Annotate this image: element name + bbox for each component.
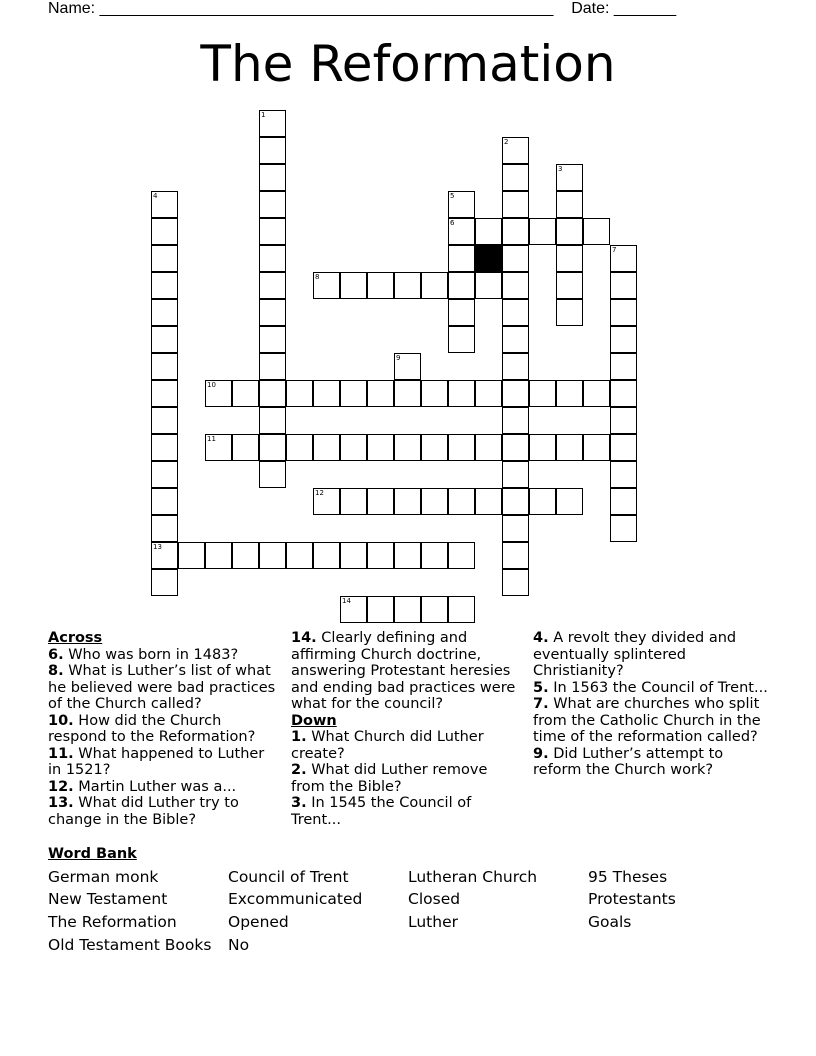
- grid-cell[interactable]: [394, 380, 421, 407]
- grid-cell[interactable]: [475, 488, 502, 515]
- grid-cell[interactable]: [286, 434, 313, 461]
- name-label: Name:: [48, 0, 96, 17]
- grid-cell[interactable]: [340, 434, 367, 461]
- clue-across-14: 14. Clearly defining and affirming Church doctrine, answering Protestant heresies and ending bad practices were what for the council?: [291, 630, 516, 712]
- word-bank-item: 95 Theses: [588, 868, 668, 886]
- grid-cell[interactable]: [151, 515, 178, 542]
- grid-cell[interactable]: [340, 542, 367, 569]
- clue-across-8: 8. What is Luther’s list of what he believed were bad practices of the Church called?: [48, 663, 276, 712]
- grid-cell[interactable]: [259, 245, 286, 272]
- grid-cell[interactable]: [259, 380, 286, 407]
- grid-cell[interactable]: [340, 380, 367, 407]
- clue-number: 2: [504, 138, 509, 146]
- grid-cell[interactable]: [421, 596, 448, 623]
- word-bank-heading: Word Bank: [48, 846, 137, 862]
- word-bank-item: Excommunicated: [228, 890, 363, 908]
- grid-cell[interactable]: [421, 272, 448, 299]
- grid-cell[interactable]: [313, 272, 340, 299]
- grid-cell[interactable]: [205, 380, 232, 407]
- grid-cell[interactable]: [502, 488, 529, 515]
- grid-cell[interactable]: [394, 488, 421, 515]
- grid-cell[interactable]: [259, 137, 286, 164]
- grid-cell[interactable]: [259, 461, 286, 488]
- clues-column-2: [291, 630, 523, 828]
- grid-cell[interactable]: [313, 434, 340, 461]
- grid-cell[interactable]: [502, 515, 529, 542]
- grid-cell[interactable]: [610, 353, 637, 380]
- grid-cell[interactable]: [151, 569, 178, 596]
- grid-cell[interactable]: [421, 380, 448, 407]
- grid-cell[interactable]: [421, 434, 448, 461]
- grid-cell[interactable]: [313, 542, 340, 569]
- grid-cell[interactable]: [151, 407, 178, 434]
- grid-cell[interactable]: [448, 326, 475, 353]
- grid-cell[interactable]: [232, 542, 259, 569]
- grid-cell[interactable]: [340, 596, 367, 623]
- clue-across-6: 6. Who was born in 1483?: [48, 646, 239, 663]
- grid-cell[interactable]: [394, 542, 421, 569]
- grid-cell[interactable]: [367, 380, 394, 407]
- grid-cell[interactable]: [448, 245, 475, 272]
- grid-cell[interactable]: [502, 191, 529, 218]
- grid-cell[interactable]: [502, 326, 529, 353]
- grid-cell[interactable]: [448, 488, 475, 515]
- grid-cell[interactable]: [151, 299, 178, 326]
- grid-cell[interactable]: [610, 299, 637, 326]
- grid-cell[interactable]: [610, 326, 637, 353]
- grid-cell[interactable]: [313, 488, 340, 515]
- grid-cell[interactable]: [259, 110, 286, 137]
- grid-cell[interactable]: [151, 380, 178, 407]
- grid-cell[interactable]: [502, 569, 529, 596]
- grid-cell[interactable]: [610, 461, 637, 488]
- grid-cell[interactable]: [448, 596, 475, 623]
- grid-cell[interactable]: [232, 380, 259, 407]
- date-label: Date:: [571, 0, 610, 17]
- grid-cell[interactable]: [502, 461, 529, 488]
- grid-cell[interactable]: [529, 218, 556, 245]
- grid-cell[interactable]: [340, 272, 367, 299]
- grid-cell[interactable]: [286, 380, 313, 407]
- grid-cell[interactable]: [151, 488, 178, 515]
- grid-cell[interactable]: [151, 434, 178, 461]
- grid-cell[interactable]: [502, 542, 529, 569]
- grid-cell[interactable]: [502, 164, 529, 191]
- clue-number: 4: [153, 192, 158, 200]
- clues-column-1: [48, 630, 280, 828]
- grid-cell[interactable]: [556, 164, 583, 191]
- clue-down-2: 2. What did Luther remove from the Bible?: [291, 762, 488, 795]
- grid-cell[interactable]: [259, 272, 286, 299]
- grid-cell[interactable]: [502, 245, 529, 272]
- grid-cell[interactable]: [556, 488, 583, 515]
- grid-cell[interactable]: [556, 218, 583, 245]
- grid-cell[interactable]: [313, 380, 340, 407]
- grid-cell[interactable]: [151, 326, 178, 353]
- clue-number: 1: [261, 111, 266, 119]
- grid-cell[interactable]: [475, 272, 502, 299]
- grid-cell[interactable]: [448, 542, 475, 569]
- grid-cell[interactable]: [151, 245, 178, 272]
- grid-cell[interactable]: [151, 272, 178, 299]
- grid-cell[interactable]: [529, 488, 556, 515]
- grid-cell[interactable]: [259, 299, 286, 326]
- grid-cell[interactable]: [421, 488, 448, 515]
- grid-cell[interactable]: [529, 380, 556, 407]
- grid-cell[interactable]: [151, 353, 178, 380]
- word-bank-item: Luther: [408, 913, 458, 931]
- clue-down-9: 9. Did Luther’s attempt to reform the Church work?: [533, 745, 724, 778]
- grid-cell[interactable]: [610, 245, 637, 272]
- grid-cell[interactable]: [259, 434, 286, 461]
- grid-cell[interactable]: [448, 380, 475, 407]
- clue-number: 7: [612, 246, 617, 254]
- page-title: The Reformation: [200, 35, 616, 93]
- clue-number: 6: [450, 219, 455, 227]
- word-bank-item: German monk: [48, 868, 159, 886]
- grid-cell[interactable]: [610, 380, 637, 407]
- clue-number: 5: [450, 192, 455, 200]
- grid-cell[interactable]: [610, 272, 637, 299]
- clue-down-7: 7. What are churches who split from the Catholic Church in the time of the reformation called?: [533, 696, 761, 745]
- word-bank-item: Closed: [408, 890, 461, 908]
- clue-across-12: 12. Martin Luther was a...: [48, 778, 237, 795]
- clue-down-3: 3. In 1545 the Council of Trent...: [291, 795, 472, 828]
- word-bank-item: Lutheran Church: [408, 868, 538, 886]
- grid-cell[interactable]: [502, 380, 529, 407]
- grid-cell[interactable]: [394, 596, 421, 623]
- grid-cell[interactable]: [259, 353, 286, 380]
- clue-number: 3: [558, 165, 563, 173]
- grid-cell[interactable]: [610, 515, 637, 542]
- grid-cell[interactable]: [448, 191, 475, 218]
- clue-number: 8: [315, 273, 320, 281]
- clue-across-11: 11. What happened to Luther in 1521?: [48, 745, 265, 778]
- grid-cell[interactable]: [205, 434, 232, 461]
- clue-number: 14: [342, 597, 351, 605]
- grid-cell[interactable]: [502, 272, 529, 299]
- grid-cell[interactable]: [529, 434, 556, 461]
- grid-cell[interactable]: [340, 488, 367, 515]
- grid-cell[interactable]: [610, 407, 637, 434]
- grid-cell[interactable]: [475, 218, 502, 245]
- clue-number: 13: [153, 543, 162, 551]
- grid-cell[interactable]: [205, 542, 232, 569]
- clue-down-5: 5. In 1563 the Council of Trent...: [533, 679, 768, 696]
- grid-cell[interactable]: [502, 137, 529, 164]
- grid-cell[interactable]: [394, 353, 421, 380]
- grid-cell[interactable]: [556, 272, 583, 299]
- grid-cell[interactable]: [556, 299, 583, 326]
- grid-cell[interactable]: [232, 434, 259, 461]
- word-bank-item: Goals: [588, 913, 632, 931]
- clues-column-3: [533, 630, 768, 779]
- clue-down-1: 1. What Church did Luther create?: [291, 729, 484, 762]
- word-bank-item: Protestants: [588, 890, 676, 908]
- grid-cell[interactable]: [367, 488, 394, 515]
- grid-cell[interactable]: [259, 164, 286, 191]
- clue-across-10: 10. How did the Church respond to the Reformation?: [48, 712, 256, 745]
- grid-cell[interactable]: [394, 272, 421, 299]
- grid-cell[interactable]: [151, 461, 178, 488]
- grid-cell[interactable]: [610, 434, 637, 461]
- grid-cell[interactable]: [259, 407, 286, 434]
- clue-down-4: 4. A revolt they divided and eventually splintered Christianity?: [533, 630, 737, 679]
- word-bank-item: Council of Trent: [228, 868, 349, 886]
- down-heading: Down: [291, 712, 337, 729]
- grid-cell[interactable]: [394, 434, 421, 461]
- grid-cell[interactable]: [367, 542, 394, 569]
- grid-cell[interactable]: [259, 542, 286, 569]
- grid-cell[interactable]: [502, 299, 529, 326]
- clue-number: 12: [315, 489, 324, 497]
- name-line[interactable]: ___________________________________________________: [99, 0, 554, 17]
- word-bank-item: The Reformation: [48, 913, 177, 931]
- grid-cell[interactable]: [286, 542, 313, 569]
- clue-number: 11: [207, 435, 216, 443]
- word-bank-item: No: [228, 936, 250, 954]
- grid-cell[interactable]: [178, 542, 205, 569]
- grid-cell[interactable]: [448, 272, 475, 299]
- grid-cell[interactable]: [502, 434, 529, 461]
- word-bank-item: Opened: [228, 913, 289, 931]
- grid-cell[interactable]: [502, 353, 529, 380]
- word-bank-item: New Testament: [48, 890, 168, 908]
- grid-cell[interactable]: [151, 542, 178, 569]
- grid-cell[interactable]: [259, 191, 286, 218]
- grid-cell[interactable]: [556, 380, 583, 407]
- grid-cell[interactable]: [421, 542, 448, 569]
- grid-cell[interactable]: [367, 596, 394, 623]
- grid-cell[interactable]: [259, 218, 286, 245]
- grid-cell[interactable]: [448, 434, 475, 461]
- clue-number: 9: [396, 354, 401, 362]
- grid-cell[interactable]: [367, 434, 394, 461]
- grid-cell[interactable]: [448, 299, 475, 326]
- grid-cell[interactable]: [556, 245, 583, 272]
- grid-cell[interactable]: [259, 326, 286, 353]
- grid-cell[interactable]: [502, 218, 529, 245]
- grid-cell[interactable]: [151, 218, 178, 245]
- word-bank-item: Old Testament Books: [48, 936, 212, 954]
- grid-cell[interactable]: [448, 218, 475, 245]
- grid-cell[interactable]: [475, 434, 502, 461]
- grid-cell[interactable]: [151, 191, 178, 218]
- grid-cell[interactable]: [583, 434, 610, 461]
- grid-cell[interactable]: [610, 488, 637, 515]
- grid-block: [475, 245, 502, 272]
- grid-cell[interactable]: [367, 272, 394, 299]
- grid-cell[interactable]: [583, 380, 610, 407]
- clue-across-13: 13. What did Luther try to change in the Bible?: [48, 795, 239, 828]
- grid-cell[interactable]: [556, 191, 583, 218]
- across-heading: Across: [48, 630, 103, 646]
- grid-cell[interactable]: [475, 380, 502, 407]
- grid-cell[interactable]: [583, 218, 610, 245]
- grid-cell[interactable]: [556, 434, 583, 461]
- date-line[interactable]: _______: [613, 0, 677, 17]
- grid-cell[interactable]: [502, 407, 529, 434]
- clue-number: 10: [207, 381, 216, 389]
